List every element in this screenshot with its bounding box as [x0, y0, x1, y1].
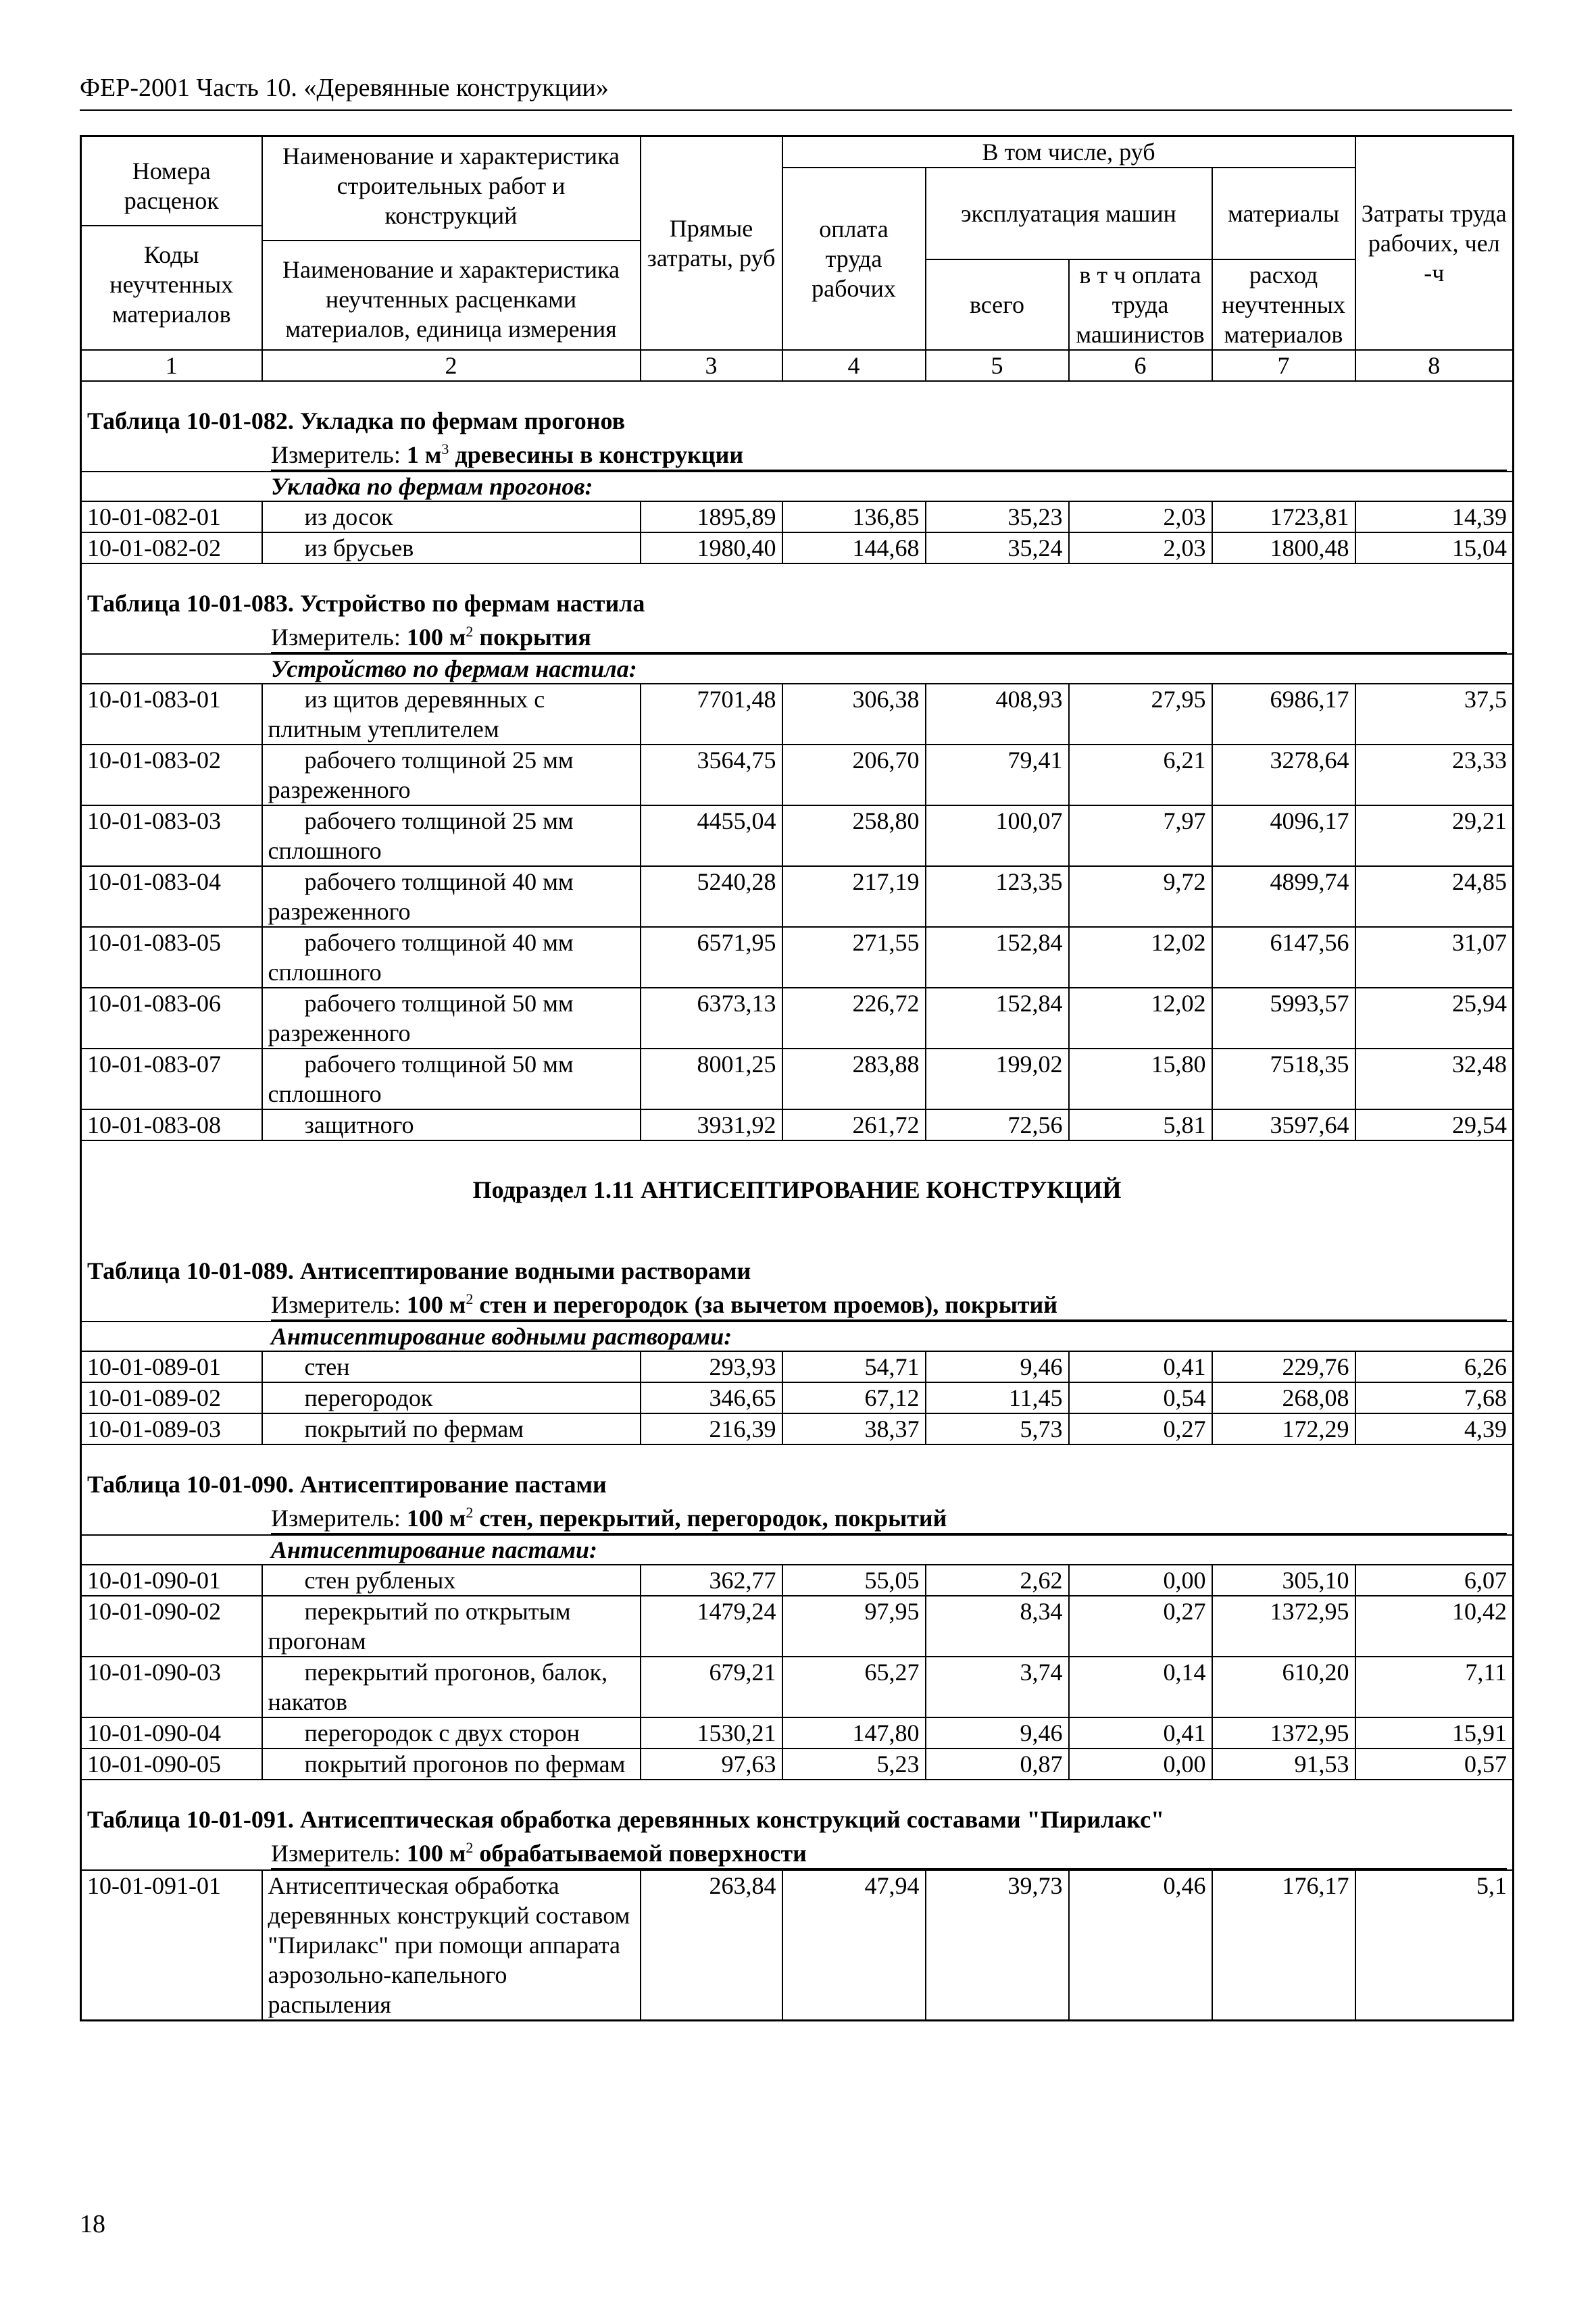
machines-total: 9,46 — [926, 1717, 1069, 1749]
table-title: Таблица 10-01-083. Устройство по фермам настила — [87, 590, 645, 617]
materials-cost: 4096,17 — [1212, 805, 1355, 866]
operator-pay: 0,41 — [1069, 1351, 1212, 1382]
group-heading-cell — [81, 654, 1514, 684]
table-row — [81, 532, 1514, 563]
machines-total: 2,62 — [926, 1565, 1069, 1596]
worker-pay: 65,27 — [782, 1657, 926, 1717]
group-heading-cell — [81, 472, 1514, 501]
measure-line — [271, 440, 1507, 471]
labor-hours: 29,54 — [1355, 1109, 1514, 1140]
direct-costs: 3564,75 — [641, 745, 782, 805]
measure-subject: покрытия — [473, 624, 591, 651]
worker-pay: 271,55 — [782, 927, 926, 988]
operator-pay: 0,27 — [1069, 1413, 1212, 1444]
rates-table — [80, 135, 1514, 2021]
labor-hours: 7,11 — [1355, 1657, 1514, 1717]
table-row — [81, 1109, 1514, 1140]
machines-total: 152,84 — [926, 927, 1069, 988]
worker-pay: 55,05 — [782, 1565, 926, 1596]
measure-unit: 1 м — [406, 441, 442, 468]
rate-code: 10-01-089-03 — [81, 1413, 262, 1444]
work-description: стен рубленых — [262, 1565, 641, 1596]
work-description: рабочего толщиной 40 мм разреженного — [262, 866, 641, 927]
table-title-row — [81, 381, 1514, 440]
worker-pay: 67,12 — [782, 1382, 926, 1413]
table-row — [81, 1657, 1514, 1717]
worker-pay: 5,23 — [782, 1749, 926, 1780]
measure-unit-power: 2 — [466, 1290, 474, 1307]
measure-prefix: Измеритель: — [271, 624, 407, 651]
column-number: 8 — [1355, 350, 1514, 381]
column-number: 4 — [782, 350, 926, 381]
direct-costs: 346,65 — [641, 1382, 782, 1413]
group-heading: Антисептирование пастами: — [271, 1536, 598, 1563]
machines-total: 408,93 — [926, 684, 1069, 745]
materials-cost: 6986,17 — [1212, 684, 1355, 745]
work-description: Антисептическая обработка деревянных конструкций составом "Пирилакс" при помощи аппарата аэрозольно-капельного распыления — [262, 1870, 641, 2021]
labor-hours: 15,91 — [1355, 1717, 1514, 1749]
operator-pay: 5,81 — [1069, 1109, 1212, 1140]
table-title-row — [81, 563, 1514, 622]
direct-costs: 362,77 — [641, 1565, 782, 1596]
rate-code: 10-01-090-05 — [81, 1749, 262, 1780]
work-description: из щитов деревянных с плитным утеплителем — [262, 684, 641, 745]
measure-row — [81, 1503, 1514, 1535]
work-description: перегородок — [262, 1382, 641, 1413]
machines-total: 39,73 — [926, 1870, 1069, 2021]
work-description: рабочего толщиной 40 мм сплошного — [262, 927, 641, 988]
operator-pay: 2,03 — [1069, 501, 1212, 532]
column-number: 5 — [926, 350, 1069, 381]
operator-pay: 0,41 — [1069, 1717, 1212, 1749]
table-row — [81, 1749, 1514, 1780]
table-row — [81, 1870, 1514, 2021]
measure-subject: обрабатываемой поверхности — [473, 1840, 807, 1867]
work-description: перегородок с двух сторон — [262, 1717, 641, 1749]
operator-pay: 2,03 — [1069, 532, 1212, 563]
worker-pay: 306,38 — [782, 684, 926, 745]
materials-cost: 172,29 — [1212, 1413, 1355, 1444]
measure-unit: 100 м — [406, 624, 466, 651]
table-title-row — [81, 1232, 1514, 1290]
machines-total: 79,41 — [926, 745, 1069, 805]
table-title-row — [81, 1780, 1514, 1838]
col-head-material-use: расход неучтенных материалов — [1212, 259, 1355, 350]
rate-code: 10-01-090-03 — [81, 1657, 262, 1717]
worker-pay: 217,19 — [782, 866, 926, 927]
measure-unit-power: 2 — [466, 1839, 474, 1856]
labor-hours: 37,5 — [1355, 684, 1514, 745]
measure-prefix: Измеритель: — [271, 1291, 407, 1318]
labor-hours: 7,68 — [1355, 1382, 1514, 1413]
labor-hours: 31,07 — [1355, 927, 1514, 988]
direct-costs: 679,21 — [641, 1657, 782, 1717]
worker-pay: 144,68 — [782, 532, 926, 563]
labor-hours: 5,1 — [1355, 1870, 1514, 2021]
col-head-machines-total: всего — [926, 259, 1069, 350]
measure-unit-power: 3 — [441, 441, 449, 457]
operator-pay: 0,27 — [1069, 1596, 1212, 1657]
worker-pay: 226,72 — [782, 988, 926, 1049]
direct-costs: 97,63 — [641, 1749, 782, 1780]
labor-hours: 15,04 — [1355, 532, 1514, 563]
operator-pay: 0,54 — [1069, 1382, 1212, 1413]
operator-pay: 7,97 — [1069, 805, 1212, 866]
measure-unit: 100 м — [406, 1291, 466, 1318]
machines-total: 123,35 — [926, 866, 1069, 927]
direct-costs: 1895,89 — [641, 501, 782, 532]
group-heading-row — [81, 1535, 1514, 1565]
col-head-worker-pay: оплата труда рабочих — [782, 168, 926, 350]
labor-hours: 6,26 — [1355, 1351, 1514, 1382]
labor-hours: 32,48 — [1355, 1049, 1514, 1109]
measure-subject: древесины в конструкции — [449, 441, 744, 468]
machines-total: 199,02 — [926, 1049, 1069, 1109]
materials-cost: 3597,64 — [1212, 1109, 1355, 1140]
rate-code: 10-01-089-01 — [81, 1351, 262, 1382]
direct-costs: 1980,40 — [641, 532, 782, 563]
operator-pay: 9,72 — [1069, 866, 1212, 927]
table-title: Таблица 10-01-091. Антисептическая обработка деревянных конструкций составами "Пирилакс" — [87, 1806, 1165, 1833]
measure-line — [271, 1290, 1507, 1321]
group-heading-cell — [81, 1322, 1514, 1351]
measure-subject: стен, перекрытий, перегородок, покрытий — [473, 1505, 947, 1532]
rate-code: 10-01-083-06 — [81, 988, 262, 1049]
table-row — [81, 501, 1514, 532]
table-title: Таблица 10-01-082. Укладка по фермам прогонов — [87, 407, 626, 434]
table-row — [81, 745, 1514, 805]
table-title: Таблица 10-01-090. Антисептирование пастами — [87, 1471, 607, 1498]
column-number: 1 — [81, 350, 262, 381]
machines-total: 35,23 — [926, 501, 1069, 532]
rate-code: 10-01-083-05 — [81, 927, 262, 988]
table-row — [81, 805, 1514, 866]
group-heading-row — [81, 654, 1514, 684]
operator-pay: 15,80 — [1069, 1049, 1212, 1109]
machines-total: 9,46 — [926, 1351, 1069, 1382]
measure-cell — [81, 1503, 1514, 1535]
page-number: 18 — [80, 2210, 105, 2238]
machines-total: 8,34 — [926, 1596, 1069, 1657]
measure-line — [271, 1503, 1507, 1534]
worker-pay: 54,71 — [782, 1351, 926, 1382]
labor-hours: 25,94 — [1355, 988, 1514, 1049]
col-head-rate-numbers: Номера расценок — [82, 152, 261, 226]
column-number: 3 — [641, 350, 782, 381]
materials-cost: 1800,48 — [1212, 532, 1355, 563]
work-description: из досок — [262, 501, 641, 532]
table-row — [81, 866, 1514, 927]
worker-pay: 206,70 — [782, 745, 926, 805]
measure-line — [271, 622, 1507, 653]
work-description: перекрытий прогонов, балок, накатов — [262, 1657, 641, 1717]
col-head-machines: эксплуатация машин — [926, 168, 1212, 259]
direct-costs: 4455,04 — [641, 805, 782, 866]
group-heading-row — [81, 1322, 1514, 1351]
materials-cost: 91,53 — [1212, 1749, 1355, 1780]
table-row — [81, 1717, 1514, 1749]
direct-costs: 1479,24 — [641, 1596, 782, 1657]
materials-cost: 5993,57 — [1212, 988, 1355, 1049]
rate-code: 10-01-083-08 — [81, 1109, 262, 1140]
rate-code: 10-01-083-01 — [81, 684, 262, 745]
rate-code: 10-01-089-02 — [81, 1382, 262, 1413]
worker-pay: 38,37 — [782, 1413, 926, 1444]
measure-unit-power: 2 — [466, 1504, 474, 1521]
operator-pay: 6,21 — [1069, 745, 1212, 805]
direct-costs: 3931,92 — [641, 1109, 782, 1140]
worker-pay: 261,72 — [782, 1109, 926, 1140]
group-heading-row — [81, 472, 1514, 501]
direct-costs: 1530,21 — [641, 1717, 782, 1749]
measure-cell — [81, 440, 1514, 472]
machines-total: 5,73 — [926, 1413, 1069, 1444]
column-number: 6 — [1069, 350, 1212, 381]
col-head-material-codes: Коды неучтенных материалов — [109, 241, 234, 328]
column-numbers-row — [81, 350, 1514, 381]
table-row — [81, 684, 1514, 745]
table-title-row — [81, 1444, 1514, 1503]
direct-costs: 6373,13 — [641, 988, 782, 1049]
materials-cost: 268,08 — [1212, 1382, 1355, 1413]
work-description: стен — [262, 1351, 641, 1382]
rate-code: 10-01-090-04 — [81, 1717, 262, 1749]
subsection-title-row — [81, 1140, 1514, 1232]
rate-code: 10-01-082-02 — [81, 532, 262, 563]
direct-costs: 6571,95 — [641, 927, 782, 988]
measure-row — [81, 440, 1514, 472]
operator-pay: 0,00 — [1069, 1565, 1212, 1596]
direct-costs: 293,93 — [641, 1351, 782, 1382]
labor-hours: 6,07 — [1355, 1565, 1514, 1596]
operator-pay: 0,14 — [1069, 1657, 1212, 1717]
group-heading: Антисептирование водными растворами: — [271, 1323, 732, 1350]
measure-prefix: Измеритель: — [271, 1505, 407, 1532]
materials-cost: 1723,81 — [1212, 501, 1355, 532]
materials-cost: 4899,74 — [1212, 866, 1355, 927]
measure-line — [271, 1838, 1507, 1869]
table-row — [81, 1049, 1514, 1109]
machines-total: 0,87 — [926, 1749, 1069, 1780]
measure-cell — [81, 1290, 1514, 1322]
col-head-codes — [81, 136, 262, 351]
work-description: рабочего толщиной 50 мм разреженного — [262, 988, 641, 1049]
operator-pay: 27,95 — [1069, 684, 1212, 745]
rate-code: 10-01-083-02 — [81, 745, 262, 805]
operator-pay: 0,00 — [1069, 1749, 1212, 1780]
col-head-work-name: Наименование и характеристика строительных работ и конструкций — [263, 137, 640, 241]
measure-row — [81, 622, 1514, 654]
measure-subject: стен и перегородок (за вычетом проемов), покрытий — [473, 1291, 1058, 1318]
worker-pay: 283,88 — [782, 1049, 926, 1109]
worker-pay: 97,95 — [782, 1596, 926, 1657]
measure-cell — [81, 1838, 1514, 1870]
materials-cost: 1372,95 — [1212, 1717, 1355, 1749]
work-description: покрытий по фермам — [262, 1413, 641, 1444]
work-description: перекрытий по открытым прогонам — [262, 1596, 641, 1657]
measure-cell — [81, 622, 1514, 654]
materials-cost: 7518,35 — [1212, 1049, 1355, 1109]
rate-code: 10-01-083-04 — [81, 866, 262, 927]
worker-pay: 147,80 — [782, 1717, 926, 1749]
materials-cost: 176,17 — [1212, 1870, 1355, 2021]
rate-code: 10-01-083-03 — [81, 805, 262, 866]
materials-cost: 305,10 — [1212, 1565, 1355, 1596]
materials-cost: 1372,95 — [1212, 1596, 1355, 1657]
header-row-1 — [81, 136, 1514, 168]
col-head-labor: Затраты труда рабочих, чел -ч — [1355, 136, 1514, 351]
col-head-name — [262, 136, 641, 351]
operator-pay: 12,02 — [1069, 988, 1212, 1049]
table-row — [81, 1382, 1514, 1413]
materials-cost: 6147,56 — [1212, 927, 1355, 988]
measure-prefix: Измеритель: — [271, 441, 407, 468]
worker-pay: 47,94 — [782, 1870, 926, 2021]
worker-pay: 136,85 — [782, 501, 926, 532]
measure-unit-power: 2 — [466, 623, 474, 640]
machines-total: 100,07 — [926, 805, 1069, 866]
direct-costs: 5240,28 — [641, 866, 782, 927]
direct-costs: 263,84 — [641, 1870, 782, 2021]
col-head-direct-costs: Прямые затраты, руб — [641, 136, 782, 351]
direct-costs: 7701,48 — [641, 684, 782, 745]
measure-unit: 100 м — [406, 1505, 466, 1532]
labor-hours: 24,85 — [1355, 866, 1514, 927]
table-row — [81, 1413, 1514, 1444]
operator-pay: 12,02 — [1069, 927, 1212, 988]
worker-pay: 258,80 — [782, 805, 926, 866]
rate-code: 10-01-090-01 — [81, 1565, 262, 1596]
materials-cost: 610,20 — [1212, 1657, 1355, 1717]
work-description: рабочего толщиной 25 мм сплошного — [262, 805, 641, 866]
table-title: Таблица 10-01-089. Антисептирование водными растворами — [87, 1257, 751, 1284]
work-description: защитного — [262, 1109, 641, 1140]
work-description: из брусьев — [262, 532, 641, 563]
direct-costs: 216,39 — [641, 1413, 782, 1444]
rate-code: 10-01-091-01 — [81, 1870, 262, 2021]
table-row — [81, 927, 1514, 988]
measure-row — [81, 1838, 1514, 1870]
group-heading: Укладка по фермам прогонов: — [271, 473, 593, 500]
direct-costs: 8001,25 — [641, 1049, 782, 1109]
labor-hours: 0,57 — [1355, 1749, 1514, 1780]
work-description: рабочего толщиной 25 мм разреженного — [262, 745, 641, 805]
labor-hours: 4,39 — [1355, 1413, 1514, 1444]
group-heading-cell — [81, 1535, 1514, 1565]
col-head-materials: материалы — [1212, 168, 1355, 259]
labor-hours: 14,39 — [1355, 501, 1514, 532]
labor-hours: 23,33 — [1355, 745, 1514, 805]
measure-row — [81, 1290, 1514, 1322]
column-number: 2 — [262, 350, 641, 381]
measure-unit: 100 м — [406, 1840, 466, 1867]
rate-code: 10-01-090-02 — [81, 1596, 262, 1657]
table-row — [81, 1565, 1514, 1596]
rate-code: 10-01-083-07 — [81, 1049, 262, 1109]
col-head-in-total: В том числе, руб — [782, 136, 1355, 168]
machines-total: 72,56 — [926, 1109, 1069, 1140]
labor-hours: 29,21 — [1355, 805, 1514, 866]
machines-total: 3,74 — [926, 1657, 1069, 1717]
rate-code: 10-01-082-01 — [81, 501, 262, 532]
operator-pay: 0,46 — [1069, 1870, 1212, 2021]
machines-total: 35,24 — [926, 532, 1069, 563]
table-row — [81, 1596, 1514, 1657]
materials-cost: 229,76 — [1212, 1351, 1355, 1382]
col-head-material-name: Наименование и характеристика неучтенных расценками материалов, единица измерения — [282, 256, 620, 343]
machines-total: 152,84 — [926, 988, 1069, 1049]
table-row — [81, 1351, 1514, 1382]
measure-prefix: Измеритель: — [271, 1840, 407, 1867]
group-heading: Устройство по фермам настила: — [271, 655, 637, 682]
materials-cost: 3278,64 — [1212, 745, 1355, 805]
work-description: покрытий прогонов по фермам — [262, 1749, 641, 1780]
labor-hours: 10,42 — [1355, 1596, 1514, 1657]
page-header: ФЕР-2001 Часть 10. «Деревянные конструкции» — [80, 73, 1512, 111]
column-number: 7 — [1212, 350, 1355, 381]
machines-total: 11,45 — [926, 1382, 1069, 1413]
work-description: рабочего толщиной 50 мм сплошного — [262, 1049, 641, 1109]
subsection-title: Подраздел 1.11 АНТИСЕПТИРОВАНИЕ КОНСТРУКЦИЙ — [472, 1176, 1122, 1203]
table-row — [81, 988, 1514, 1049]
col-head-operator-pay: в т ч оплата труда машинистов — [1069, 259, 1212, 350]
